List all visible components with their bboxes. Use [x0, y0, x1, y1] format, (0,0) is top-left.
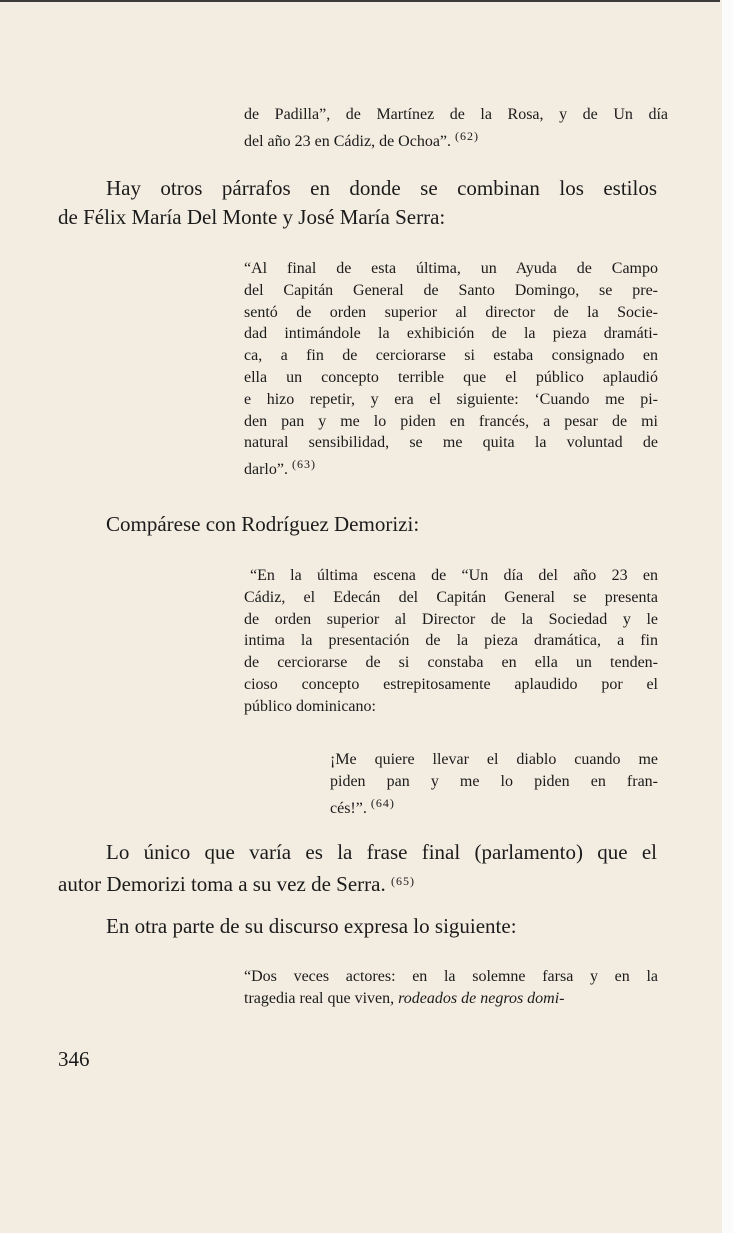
- body-paragraph: [106, 510, 626, 539]
- text-line: del año 23 en Cádiz, de Ochoa”. $^{(62)}$: [244, 128, 480, 150]
- quote-line: cés!”. $^{(64)}$: [330, 795, 395, 817]
- quote-line: tragedia real que viven, rodeados de negros domi-: [244, 989, 565, 1007]
- text-line: de Padilla”, de Martínez de la Rosa, y de Un día: [244, 106, 668, 123]
- quote-continuation: [244, 104, 668, 153]
- quote-line: cioso concepto estrepitosamente aplaudido por el: [244, 675, 658, 693]
- quote-line: den pan y me lo piden en francés, a pesar de mi: [244, 412, 658, 430]
- text-line: Compárese con Rodríguez Demorizi:: [106, 512, 420, 536]
- italic-text: rodeados de negros domi-: [398, 989, 565, 1007]
- quote-line: sentó de orden superior al director de la Socie-: [244, 303, 658, 321]
- quote-line: “Al final de esta última, un Ayuda de Campo: [244, 260, 658, 277]
- text-line: Lo único que varía es la frase final (parlamento) que el: [106, 840, 657, 864]
- quote-line: del Capitán General de Santo Domingo, se pre-: [244, 281, 658, 299]
- quote-line: ¡Me quiere llevar el diablo cuando me: [330, 751, 658, 768]
- quote-line: “Dos veces actores: en la solemne farsa y en la: [244, 968, 658, 985]
- quote-line: ella un concepto terrible que el público aplaudió: [244, 368, 658, 386]
- nested-quote: [330, 749, 658, 819]
- quote-line: ca, a fin de cerciorarse si estaba consignado en: [244, 347, 658, 365]
- quote-line: intima la presentación de la pieza dramática, a fin: [244, 632, 658, 650]
- scan-edge: [722, 0, 733, 1233]
- quote-line: de orden superior al Director de la Sociedad y le: [244, 610, 658, 628]
- body-paragraph: [58, 838, 657, 899]
- footnote-ref: (63): [291, 457, 316, 472]
- text-line: autor Demorizi toma a su vez de Serra. $^{(65)}$: [58, 872, 415, 896]
- text-line: Hay otros párrafos en donde se combinan los estilos: [106, 176, 657, 200]
- body-paragraph: [58, 174, 657, 232]
- quote-line: e hizo repetir, y era el siguiente: ‘Cuando me pi-: [244, 390, 658, 408]
- footnote-ref: (62): [455, 128, 480, 143]
- quote-line: Cádiz, el Edecán del Capitán General se presenta: [244, 588, 658, 606]
- footnote-ref: (64): [370, 795, 395, 810]
- quote-line: “En la última escena de “Un día del año 23 en: [250, 567, 658, 584]
- quote-line: piden pan y me lo piden en fran-: [330, 772, 658, 790]
- quote-line: de cerciorarse de si constaba en ella un tenden-: [244, 654, 658, 672]
- quote-line: dad intimándole la exhibición de la pieza dramáti-: [244, 325, 658, 343]
- block-quote: [244, 258, 658, 481]
- quote-line: público dominicano:: [244, 697, 376, 715]
- page-number: 346: [58, 1047, 90, 1071]
- text-line: de Félix María Del Monte y José María Serra:: [58, 205, 446, 229]
- quote-line: natural sensibilidad, se me quita la voluntad de: [244, 434, 658, 452]
- footnote-ref: (65): [390, 874, 415, 888]
- block-quote: [244, 966, 658, 1010]
- text-line: En otra parte de su discurso expresa lo siguiente:: [106, 914, 517, 938]
- top-border: [0, 0, 720, 2]
- block-quote: [244, 565, 658, 718]
- quote-line: darlo”. $^{(63)}$: [244, 457, 316, 479]
- body-paragraph: [106, 912, 666, 941]
